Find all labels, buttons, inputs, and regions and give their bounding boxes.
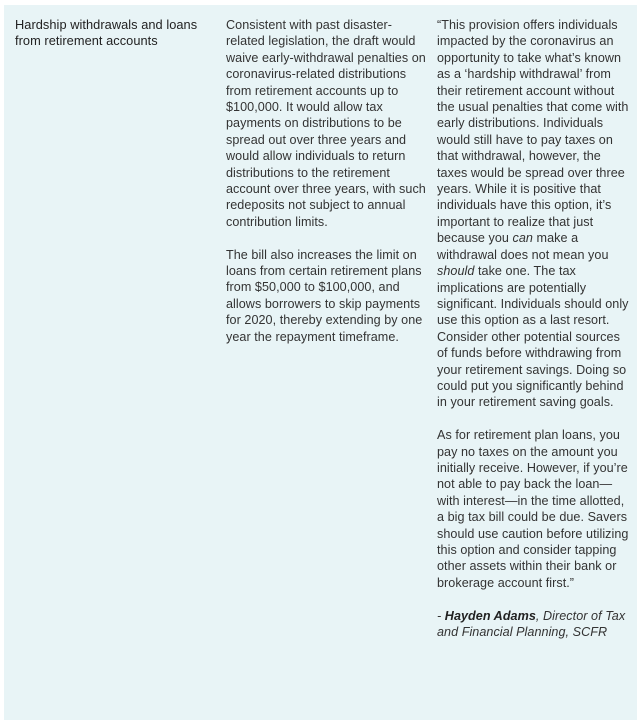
summary-column <box>226 17 426 362</box>
attribution-title: , Director of Tax and Financial Planning, SCFR <box>437 608 626 639</box>
quote-paragraph: As for retirement plan loans, you pay no taxes on the amount you initially receive. However, if you’re not able to pay back the loan—with interest—in the time allotted, a big tax bill could be due. Savers should use caution before utilizing this option and consider tapping other assets within their bank or brokerage account first.” <box>437 428 629 590</box>
attribution-prefix: - <box>437 608 445 623</box>
quote-column <box>437 17 633 640</box>
quote-text: take one. The tax implications are potentially significant. Individuals should only use this option as a last resort. Consider other potential sources of funds before withdrawing from your retirement savings. Doing so could put you significantly behind in your retirement saving goals. <box>437 264 629 410</box>
quote-paragraph <box>437 17 633 411</box>
quote-emphasis: can <box>512 231 533 246</box>
row-heading: Hardship withdrawals and loans from retirement accounts <box>15 17 198 49</box>
summary-paragraph: The bill also increases the limit on loans from certain retirement plans from $50,000 to $100,000, and allows borrowers to skip payments for 2020, thereby extending by one year the repayment timeframe. <box>226 247 423 344</box>
quote-attribution <box>437 608 633 641</box>
quote-text: make a withdrawal does not mean you <box>437 231 609 262</box>
quote-emphasis: should <box>437 264 475 279</box>
summary-paragraph: Consistent with past disaster-related legislation, the draft would waive early-withdrawal penalties on coronavirus-related distributions from retirement accounts up to $100,000. It would allow tax payments on distributions to be spread out over three years and would allow individuals to return distributions to the retirement account over three years, with such redeposits not subject to annual contribution limits. <box>226 18 426 229</box>
quote-text: “This provision offers individuals impacted by the coronavirus an opportunity to take what’s known as a ‘hardship withdrawal’ from their retirement account without the usual penalties that come with early distributions. Individuals would still have to pay taxes on that withdrawal, however, the taxes would be spread over three years. While it is positive that individuals have this option, it’s important to realize that just because you <box>437 18 629 246</box>
table-row <box>4 5 637 720</box>
attribution-name: Hayden Adams <box>444 608 536 623</box>
